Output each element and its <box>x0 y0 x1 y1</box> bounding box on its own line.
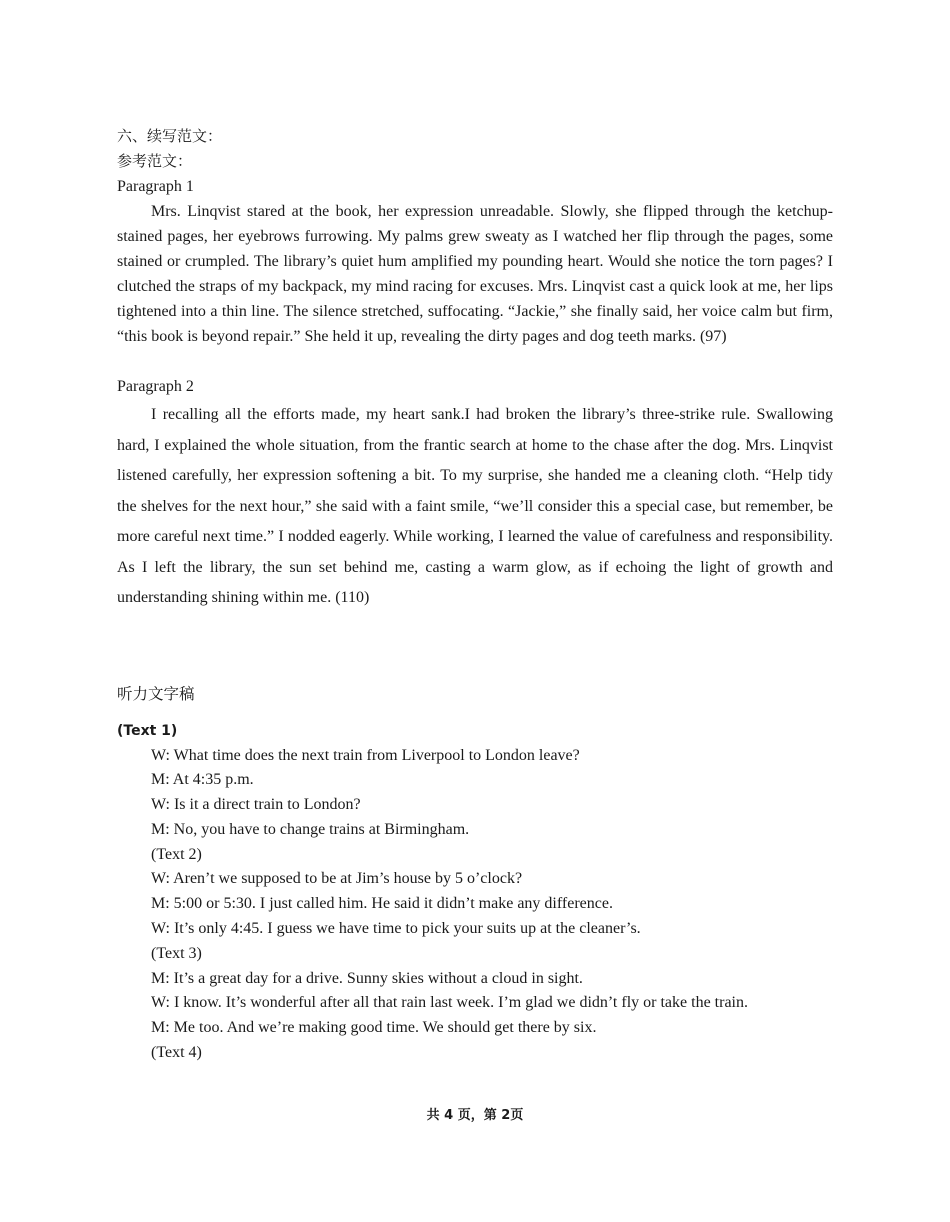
sub-heading: 参考范文： <box>117 152 193 170</box>
page-content <box>117 124 833 1066</box>
listening-title: 听力文字稿 <box>117 684 195 703</box>
dialogue-line: W: Is it a direct train to London? <box>151 796 361 814</box>
dialogue-line: W: It’s only 4:45. I guess we have time to pick your suits up at the cleaner’s. <box>151 920 641 938</box>
text-label: (Text 3) <box>151 944 202 962</box>
paragraph-1-text: Mrs. Linqvist stared at the book, her expression unreadable. Slowly, she flipped through the ketchup-stained pages, her eyebrows furrowing. My palms grew sweaty as I watched her flip through the pages, some stained or crumpled. The library’s quiet hum amplified my pounding heart. Would she notice the torn pages? I clutched the straps of my backpack, my mind racing for excuses. Mrs. Linqvist cast a quick look at me, her lips tightened into a thin line. The silence stretched, suffocating. “Jackie,” she finally said, her voice calm but firm, “this book is beyond repair.” She held it up, revealing the dirty pages and dog teeth marks. (97) <box>117 203 833 345</box>
dialogue-line: W: Aren’t we supposed to be at Jim’s house by 5 o’clock? <box>151 870 523 888</box>
dialogue-line: W: I know. It’s wonderful after all that rain last week. I’m glad we didn’t fly or take the train. <box>151 994 748 1012</box>
paragraph-1-label: Paragraph 1 <box>117 178 194 195</box>
spacer <box>117 614 833 682</box>
dialogue-line: M: No, you have to change trains at Birmingham. <box>151 820 470 838</box>
page-footer: 共 4 页，第 2页 <box>426 1108 524 1123</box>
dialogue-line: M: At 4:35 p.m. <box>151 771 254 789</box>
paragraph-2-text: I recalling all the efforts made, my heart sank.I had broken the library’s three-strike rule. Swallowing hard, I explained the whole situation, from the frantic search at home to the chase after the dog. Mrs. Linqvist listened carefully, her expression softening a bit. To my surprise, she handed me a cleaning cloth. “Help tidy the shelves for the next hour,” she said with a faint smile, “we’ll consider this a special case, but remember, be more careful next time.” I nodded eagerly. While working, I learned the value of carefulness and responsibility. As I left the library, the sun set behind me, casting a warm glow, as if echoing the light of growth and understanding shining within me. (110) <box>117 406 833 606</box>
spacer <box>117 349 833 374</box>
text-1-label: (Text 1) <box>117 722 178 739</box>
dialogue-list <box>117 744 833 1066</box>
dialogue-line: M: Me too. And we’re making good time. We should get there by six. <box>151 1019 597 1037</box>
dialogue-line: M: It’s a great day for a drive. Sunny skies without a cloud in sight. <box>151 969 583 987</box>
text-label: (Text 2) <box>151 845 202 863</box>
dialogue-line: W: What time does the next train from Liverpool to London leave? <box>151 746 580 764</box>
text-label: (Text 4) <box>151 1044 202 1062</box>
paragraph-2-label: Paragraph 2 <box>117 378 194 395</box>
section-heading: 六、续写范文： <box>117 127 223 145</box>
dialogue-line: M: 5:00 or 5:30. I just called him. He said it didn’t make any difference. <box>151 895 613 913</box>
